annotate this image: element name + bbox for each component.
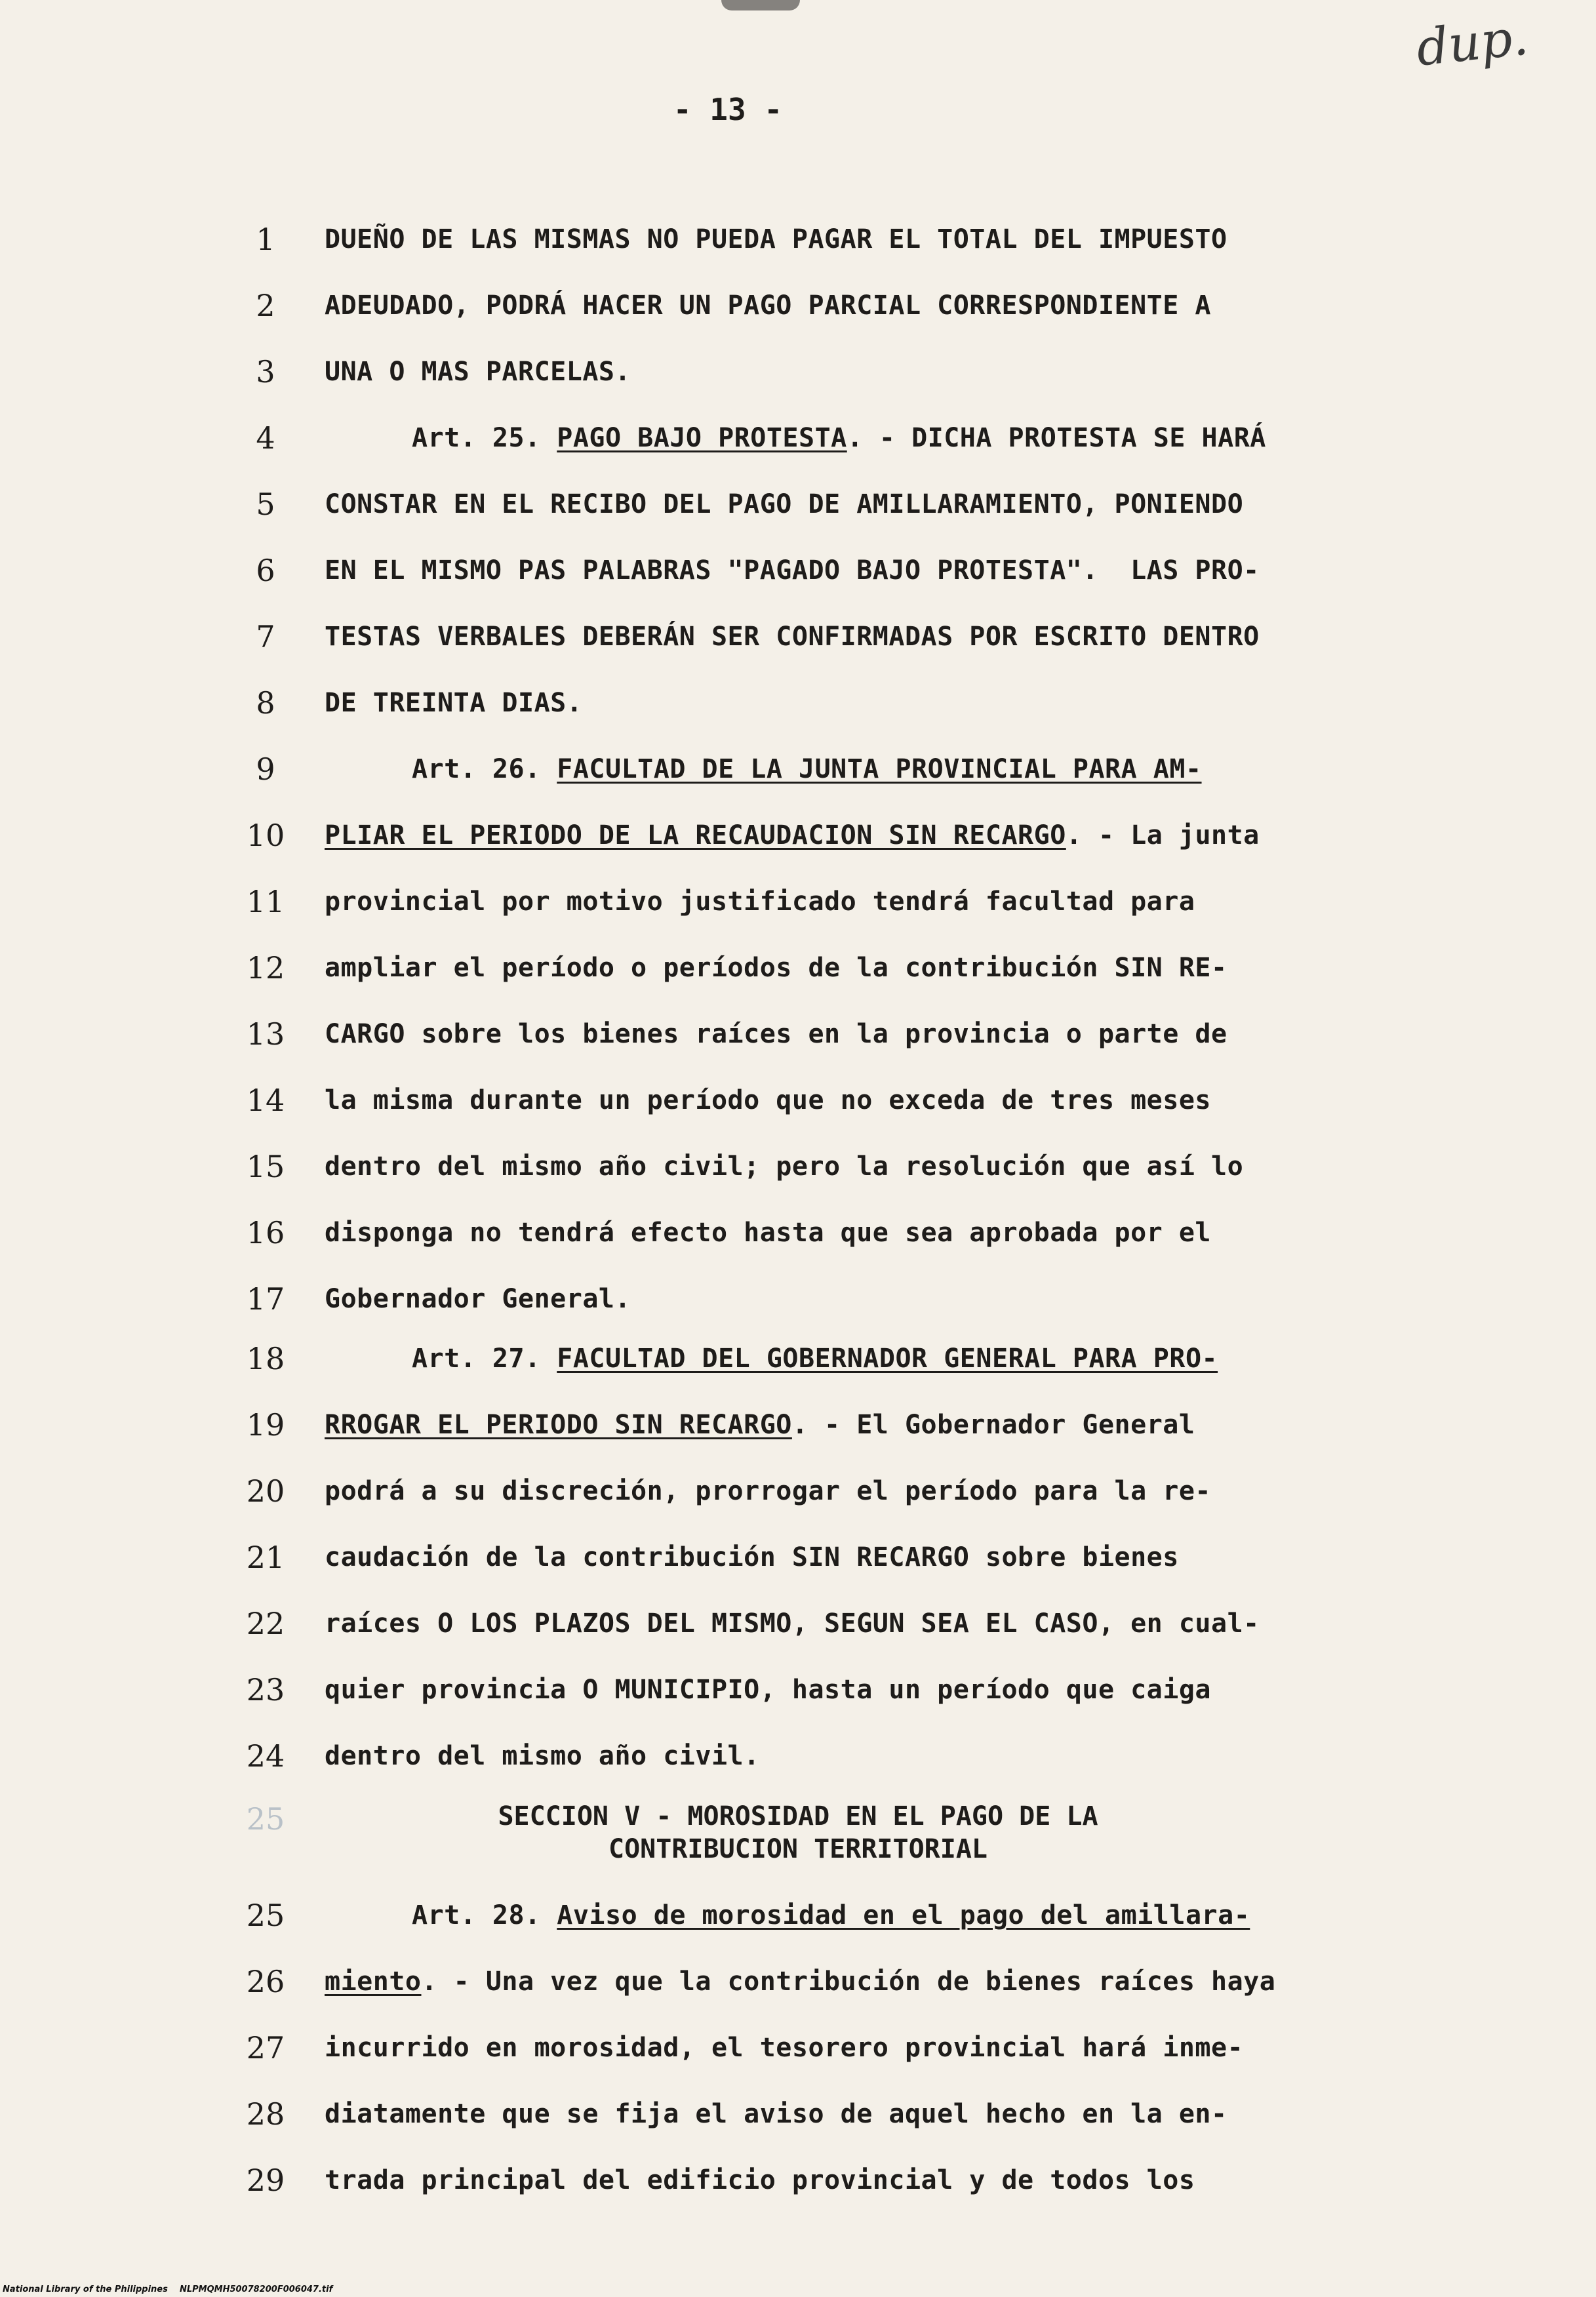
line-text: CARGO sobre los bienes raíces en la provincia o parte de	[325, 1019, 1227, 1049]
article-line	[412, 418, 1266, 458]
line-number: 21	[246, 1540, 285, 1575]
line-number: 2	[256, 288, 275, 323]
text-line	[0, 2094, 1596, 2134]
section-heading-line-2: CONTRIBUCION TERRITORIAL	[608, 1834, 988, 1864]
text-line	[0, 1339, 1596, 1378]
text-line	[0, 1405, 1596, 1445]
line-number: 12	[246, 950, 285, 986]
text-line	[0, 683, 1596, 723]
line-number: 22	[246, 1606, 285, 1641]
line-number: 16	[246, 1215, 285, 1250]
article-number: Art. 27.	[412, 1344, 557, 1374]
handwritten-annotation: dup.	[1413, 7, 1531, 77]
text-line	[0, 749, 1596, 789]
article-line	[412, 1339, 1218, 1378]
line-text: trada principal del edificio provincial y de todos los	[325, 2165, 1195, 2195]
article-heading: FACULTAD DEL GOBERNADOR GENERAL PARA PRO-	[557, 1344, 1218, 1374]
text-line	[0, 418, 1596, 458]
line-number: 9	[256, 751, 275, 787]
text-line	[0, 1213, 1596, 1252]
line-number: 6	[256, 553, 275, 588]
text-line	[0, 485, 1596, 524]
line-number: 10	[246, 818, 285, 853]
line-number: 15	[246, 1149, 285, 1184]
line-number: 23	[246, 1672, 285, 1708]
line-number: 3	[256, 354, 275, 389]
text-line	[0, 2161, 1596, 2200]
text-line	[0, 882, 1596, 921]
line-text: caudación de la contribución SIN RECARGO sobre bienes	[325, 1542, 1179, 1572]
text-line	[0, 1471, 1596, 1511]
line-text: provincial por motivo justificado tendrá facultad para	[325, 887, 1195, 917]
article-number: Art. 25.	[412, 423, 557, 453]
text-line	[0, 352, 1596, 391]
line-number: 1	[256, 222, 275, 257]
article-line	[412, 1896, 1250, 1935]
text-line	[0, 1538, 1596, 1577]
line-number: 24	[246, 1738, 285, 1774]
line-text: ADEUDADO, PODRÁ HACER UN PAGO PARCIAL CORRESPONDIENTE A	[325, 290, 1212, 321]
line-text: raíces O LOS PLAZOS DEL MISMO, SEGUN SEA EL CASO, en cual-	[325, 1608, 1260, 1639]
article-line	[325, 1962, 1275, 2001]
text-line	[0, 948, 1596, 988]
text-line	[0, 1670, 1596, 1709]
line-text: dentro del mismo año civil.	[325, 1741, 760, 1771]
line-number: 28	[246, 2096, 285, 2132]
line-number: 29	[246, 2163, 285, 2198]
article-heading: FACULTAD DE LA JUNTA PROVINCIAL PARA AM-	[557, 754, 1202, 784]
article-line	[325, 1405, 1195, 1445]
text-line	[0, 1081, 1596, 1120]
line-number: 17	[246, 1281, 285, 1317]
article-heading: miento	[325, 1967, 422, 1997]
line-text: ampliar el período o períodos de la contribución SIN RE-	[325, 953, 1227, 983]
line-number: 11	[246, 884, 285, 919]
article-heading: PLIAR EL PERIODO DE LA RECAUDACION SIN RECARGO	[325, 820, 1066, 850]
line-text: EN EL MISMO PAS PALABRAS "PAGADO BAJO PROTESTA". LAS PRO-	[325, 555, 1260, 586]
article-line	[412, 749, 1202, 789]
line-text: incurrido en morosidad, el tesorero provincial hará inme-	[325, 2033, 1244, 2063]
line-text: CONSTAR EN EL RECIBO DEL PAGO DE AMILLARAMIENTO, PONIENDO	[325, 489, 1244, 519]
line-text: disponga no tendrá efecto hasta que sea aprobada por el	[325, 1218, 1212, 1248]
archive-footer: National Library of the Philippines NLPMQMH50078200F006047.tif	[3, 2285, 333, 2294]
line-number: 20	[246, 1473, 285, 1509]
article-number: Art. 28.	[412, 1900, 557, 1930]
section-heading-line-1: SECCION V - MOROSIDAD EN EL PAGO DE LA	[498, 1801, 1098, 1831]
line-number: 25	[246, 1801, 285, 1837]
line-number: 18	[246, 1341, 285, 1376]
text-line	[0, 1962, 1596, 2001]
line-text: DUEÑO DE LAS MISMAS NO PUEDA PAGAR EL TOTAL DEL IMPUESTO	[325, 224, 1227, 254]
page-number: - 13 -	[673, 92, 783, 127]
line-text: UNA O MAS PARCELAS.	[325, 357, 631, 387]
line-number: 14	[246, 1083, 285, 1118]
line-text: podrá a su discreción, prorrogar el período para la re-	[325, 1476, 1212, 1506]
line-number: 4	[256, 420, 275, 456]
line-text: Gobernador General.	[325, 1284, 631, 1314]
line-number: 27	[246, 2030, 285, 2066]
line-text: quier provincia O MUNICIPIO, hasta un período que caiga	[325, 1675, 1212, 1705]
line-text: . - La junta	[1066, 820, 1260, 850]
text-line	[0, 1147, 1596, 1186]
line-text: TESTAS VERBALES DEBERÁN SER CONFIRMADAS POR ESCRITO DENTRO	[325, 622, 1260, 652]
text-line	[0, 2028, 1596, 2067]
line-text: dentro del mismo año civil; pero la resolución que así lo	[325, 1151, 1244, 1182]
line-number: 8	[256, 685, 275, 721]
line-number: 25	[246, 1898, 285, 1933]
article-heading: RROGAR EL PERIODO SIN RECARGO	[325, 1410, 792, 1440]
text-line	[0, 1896, 1596, 1935]
line-text: diatamente que se fija el aviso de aquel hecho en la en-	[325, 2099, 1227, 2129]
line-number: 13	[246, 1016, 285, 1052]
line-number: 19	[246, 1407, 285, 1443]
text-line	[0, 617, 1596, 656]
scan-artifact	[721, 0, 800, 10]
line-number: 26	[246, 1964, 285, 1999]
text-line	[0, 816, 1596, 855]
article-heading: Aviso de morosidad en el pago del amillara-	[557, 1900, 1250, 1930]
line-text: DE TREINTA DIAS.	[325, 688, 583, 718]
line-text: la misma durante un período que no exceda de tres meses	[325, 1085, 1212, 1115]
line-text: . - El Gobernador General	[791, 1410, 1195, 1440]
text-line	[0, 286, 1596, 325]
article-heading: PAGO BAJO PROTESTA	[557, 423, 847, 453]
text-line	[0, 1014, 1596, 1054]
text-line	[0, 551, 1596, 590]
article-number: Art. 26.	[412, 754, 557, 784]
line-number: 5	[256, 487, 275, 522]
text-line	[0, 1279, 1596, 1319]
line-text: . - DICHA PROTESTA SE HARÁ	[847, 423, 1266, 453]
text-line	[0, 1736, 1596, 1776]
article-line	[325, 816, 1260, 855]
text-line	[0, 1604, 1596, 1643]
line-text: . - Una vez que la contribución de bienes raíces haya	[421, 1967, 1276, 1997]
line-number: 7	[256, 619, 275, 654]
text-line	[0, 220, 1596, 259]
